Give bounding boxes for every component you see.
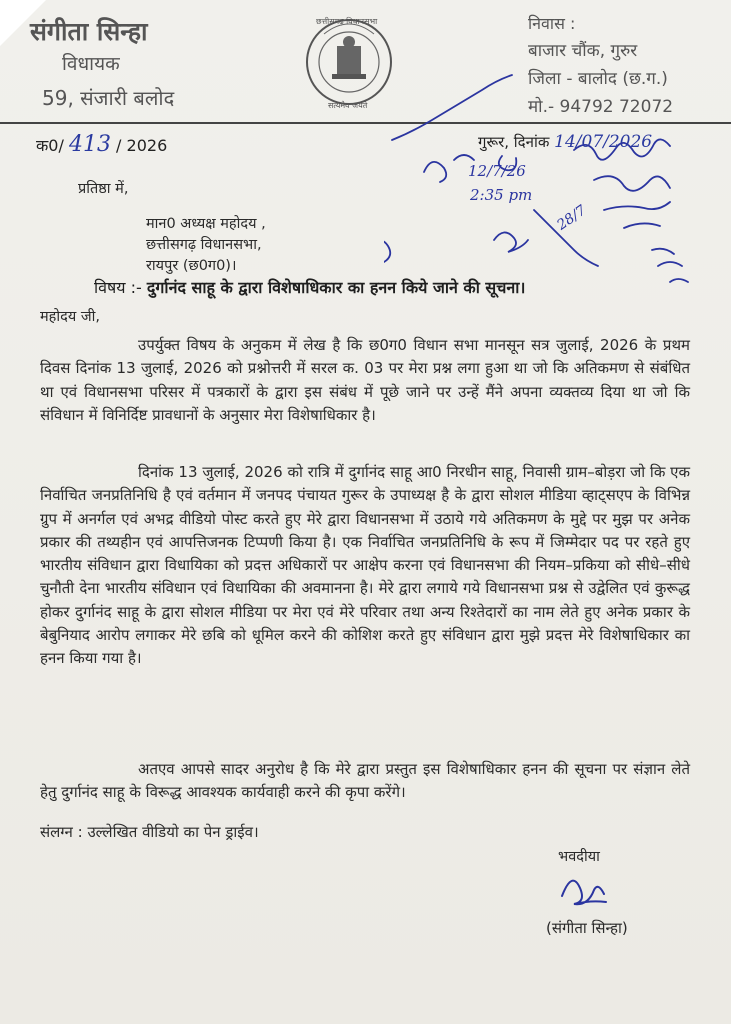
address-line-2: जिला - बालोद (छ.ग.)	[528, 69, 668, 89]
inward-time-annotation: 2:35 pm	[470, 186, 533, 204]
salutation: महोदय जी,	[40, 309, 100, 325]
emblem-logo	[304, 14, 394, 114]
inward-date-annotation: 12/7/26	[468, 162, 526, 180]
body-paragraph-2: दिनांक 13 जुलाई, 2026 को रात्रि में दुर्गानंद साहू आ0 निरधीन साहू, निवासी ग्राम–बोड़रा जो कि एक निर्वाचित जनप्रतिनिधि है एवं वर्तमान में जनपद पंचायत गुरूर के उपाध्यक्ष है के द्वारा सोशल मीडिया व्हाट्सएप के विभिन्न ग्रुप में अनर्गल एवं अभद्र वीडियो पोस्ट करते हुए मेरे द्वारा विधानसभा में उठाये गये अतिकमण के मुद्दे पर मुझ पर अनेक प्रकार की तथ्यहीन एवं आपत्तिजनक टिप्पणी किया है। एक निर्वाचित जनप्रतिनिधि के रूप में जिम्मेदार पद पर रहते हुए भारतीय संविधान द्वारा विधायिका को प्रदत्त अधिकारों पर आक्षेप करना एवं विधानसभा की नियम–प्रकिया को सीधे–सीधे चुनौती देना भारतीय संविधान एवं विधायिका की अवमानना है। मेरे द्वारा लगाये गये विधानसभा प्रश्न से उद्वेलित एवं कुरूद्ध होकर दुर्गानंद साहू के द्वारा सोशल मीडिया पर मेरा एवं मेरे परिवार तथा अन्य रिश्तेदारों का नाम लेते हुए अनेक प्रकार के बेबुनियाद आरोप लगाकर मेरे छबि को धूमिल करने की कोशिश करते हुए संविधान द्वारा मुझे प्रदत्त मेरे विशेषाधिकार का हनन किया गया है।	[40, 463, 690, 668]
subject-line	[94, 276, 526, 298]
address-line-1: बाजार चौंक, गुरुर	[528, 41, 638, 61]
valediction: भवदीया	[558, 849, 600, 865]
signature-mark	[556, 866, 616, 910]
handwritten-number-annotation: 28/7	[554, 202, 590, 234]
reference-year: / 2026	[116, 136, 168, 155]
reference-number	[36, 132, 167, 157]
addressee-heading: प्रतिष्ठा में,	[78, 181, 129, 197]
addressee-line-3: रायपुर (छ0ग0)।	[146, 258, 237, 274]
addressee-line-1: मान0 अध्यक्ष महोदय ,	[146, 216, 266, 232]
emblem-text-top: छत्तीसगढ़ विधानसभा	[316, 17, 378, 26]
body-paragraph-1: उपर्युक्त विषय के अनुकम में लेख है कि छ0ग0 विधान सभा मानसून सत्र जुलाई, 2026 के प्रथम दिवस दिनांक 13 जुलाई, 2026 को प्रश्नोत्तरी में सरल क. 03 पर मेरा प्रश्न लगा हुआ था जो कि अतिकमण से संबंधित था एवं विधानसभा परिसर में पत्रकारों के द्वारा इस संबंध में पूछे जाने पर उन्हें मैंने अपना व्यक्तव्य दिया था जो कि संविधान में विनिर्दिष्ट प्रावधानों के अनुसार मेरा विशेषाधिकार है।	[40, 336, 690, 424]
reference-handwritten-number: 413	[68, 132, 111, 157]
letterhead-name: संगीता सिन्हा	[30, 17, 148, 46]
signatory-name: (संगीता सिन्हा)	[546, 919, 628, 937]
reference-prefix: क0/	[36, 136, 64, 155]
address-label: निवास :	[528, 14, 576, 33]
phone-number: मो.- 94792 72072	[528, 97, 674, 117]
letterhead-designation: विधायक	[62, 53, 120, 75]
body-paragraph-3: अतएव आपसे सादर अनुरोध है कि मेरे द्वारा प्रस्तुत इस विशेषाधिकार हनन की सूचना पर संज्ञान लेते हेतु दुर्गानंद साहू के विरूद्ध आवश्यक कार्यवाही करने की कृपा करेंगे।	[40, 760, 690, 802]
emblem-text-bottom: सत्यमेव जयते	[328, 101, 368, 110]
date-place-label: गुरूर, दिनांक	[478, 133, 550, 151]
addressee-line-2: छत्तीसगढ़ विधानसभा,	[146, 237, 262, 253]
letterhead-constituency: 59, संजारी बलोद	[42, 86, 175, 110]
handwritten-scribbles	[384, 60, 731, 310]
subject-label: विषय :-	[94, 278, 142, 297]
date-handwritten-value: 14/07/2026	[554, 132, 653, 152]
enclosure-note: संलग्न : उल्लेखित वीडियो का पेन ड्राईव।	[40, 823, 259, 841]
subject-text: दुर्गानंद साहू के द्वारा विशेषाधिकार का हनन किये जाने की सूचना।	[146, 278, 526, 297]
